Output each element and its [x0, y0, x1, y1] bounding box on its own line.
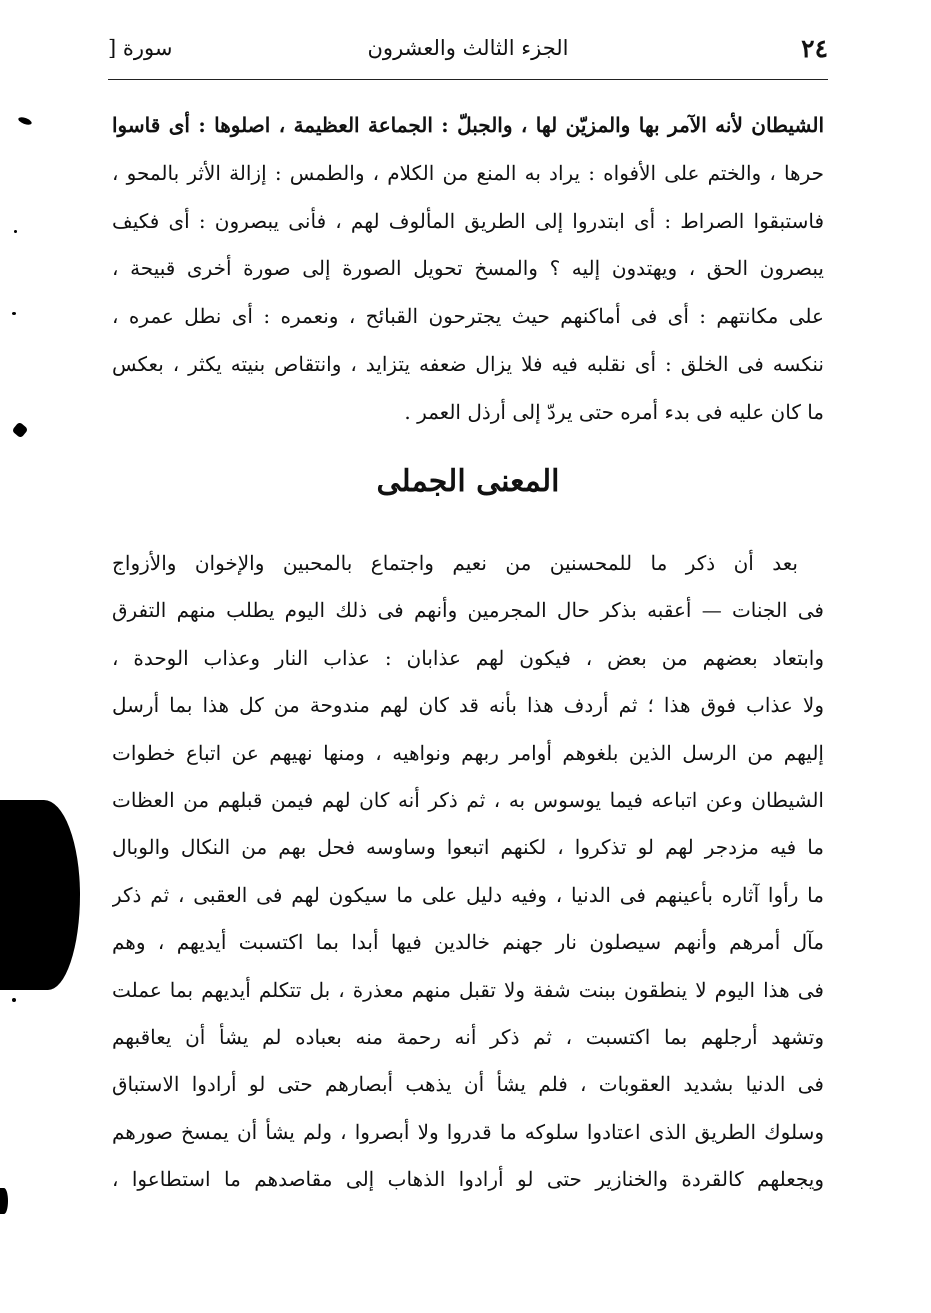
glossary-line: ما كان عليه فى بدء أمره حتى يردّ إلى أرذل العمر . — [404, 399, 824, 424]
summary-line: وابتعاد بعضهم من بعض ، فيكون لهم عذابان : عذاب النار وعذاب الوحدة ، — [112, 645, 824, 670]
summary-line: وتشهد أرجلهم بما اكتسبت ، ثم ذكر أنه رحمة منه بعباده لم يشأ أن يعاقبهم — [112, 1024, 824, 1049]
page-number: ٢٤ — [801, 34, 828, 63]
summary-line: وسلوك الطريق الذى اعتادوا سلوكه ما قدروا ولا أبصروا ، ولم يشأ أن يمسخ صورهم — [112, 1119, 824, 1144]
scan-speck — [12, 998, 16, 1002]
scan-speck — [12, 422, 29, 439]
glossary-line: فاستبقوا الصراط : أى ابتدروا إلى الطريق المألوف لهم ، فأنى يبصرون : أى فكيف — [112, 208, 824, 233]
scan-speck — [12, 312, 16, 315]
glossary-line: ننكسه فى الخلق : أى نقلبه فيه فلا يزال ضعفه يتزايد ، وانتقاص بنيته يكثر ، بعكس — [112, 351, 824, 376]
summary-line: ويجعلهم كالقردة والخنازير حتى لو أرادوا الذهاب إلى مقاصدهم ما استطاعوا ، — [112, 1167, 824, 1192]
scan-speck — [17, 116, 32, 126]
running-title: الجزء الثالث والعشرون — [367, 36, 569, 60]
summary-line: ما فيه مزدجر لهم لو تذكروا ، لكنهم اتبعوا وساوسه فحل بهم من النكال والوبال — [112, 835, 824, 860]
header-divider — [108, 79, 828, 80]
summary-line: فى الدنيا بشديد العقوبات ، فلم يشأ أن يذهب أبصارهم حتى لو أرادوا الاستباق — [112, 1072, 824, 1097]
page-header — [108, 30, 828, 80]
glossary-line: حرها ، والختم على الأفواه : يراد به المنع من الكلام ، والطمس : إزالة الأثر بالمحو ، — [112, 160, 824, 185]
glossary-line: الشيطان لأنه الآمر بها والمزيّن لها ، والجبلّ : الجماعة العظيمة ، اصلوها : أى قاسوا — [112, 113, 824, 137]
summary-line: الشيطان وعن اتباعه فيما يوسوس به ، ثم ذكر أنه كان لهم فيمن قبلهم من العظات — [112, 787, 824, 812]
section-heading: المعنى الجملى — [376, 464, 560, 499]
summary-paragraph — [112, 540, 824, 1203]
summary-line: بعد أن ذكر ما للمحسنين من نعيم واجتماع بالمحبين والإخوان والأزواج — [112, 551, 798, 575]
summary-line: فى الجنات — أعقبه بذكر حال المجرمين وأنهم فى ذلك اليوم يطلب منهم التفرق — [112, 598, 824, 623]
scan-speck — [0, 1188, 8, 1214]
summary-line: مآل أمرهم وأنهم سيصلون نار جهنم خالدين فيها أبدا بما اكتسبت أيديهم ، وهم — [112, 930, 824, 955]
summary-line: ما رأوا آثاره بأعينهم فى الدنيا ، وفيه دليل على ما سيكون لهم فى العقبى ، ثم ذكر — [112, 882, 824, 907]
surah-label: سورة [ — [108, 36, 173, 60]
summary-line: فى هذا اليوم لا ينطقون ببنت شفة ولا تقبل منهم معذرة ، بل تتكلم أيديهم بما عملت — [112, 977, 824, 1002]
summary-line: إليهم من الرسل الذين بلغوهم أوامر ربهم ونواهيه ، ومنها نهيهم عن اتباع خطوات — [112, 740, 824, 765]
glossary-paragraph — [112, 102, 824, 437]
summary-line: ولا عذاب فوق هذا ؛ ثم أردف هذا بأنه قد كان لهم مندوحة من كل هذا بما أرسل — [112, 693, 824, 718]
scan-speck — [14, 230, 17, 233]
glossary-line: على مكانتهم : أى فى أماكنهم حيث يجترحون القبائح ، ونعمره : أى نطل عمره ، — [112, 304, 824, 329]
scan-ink-blot — [0, 800, 80, 990]
glossary-line: يبصرون الحق ، ويهتدون إليه ؟ والمسخ تحويل الصورة إلى صورة أخرى قبيحة ، — [112, 256, 824, 281]
